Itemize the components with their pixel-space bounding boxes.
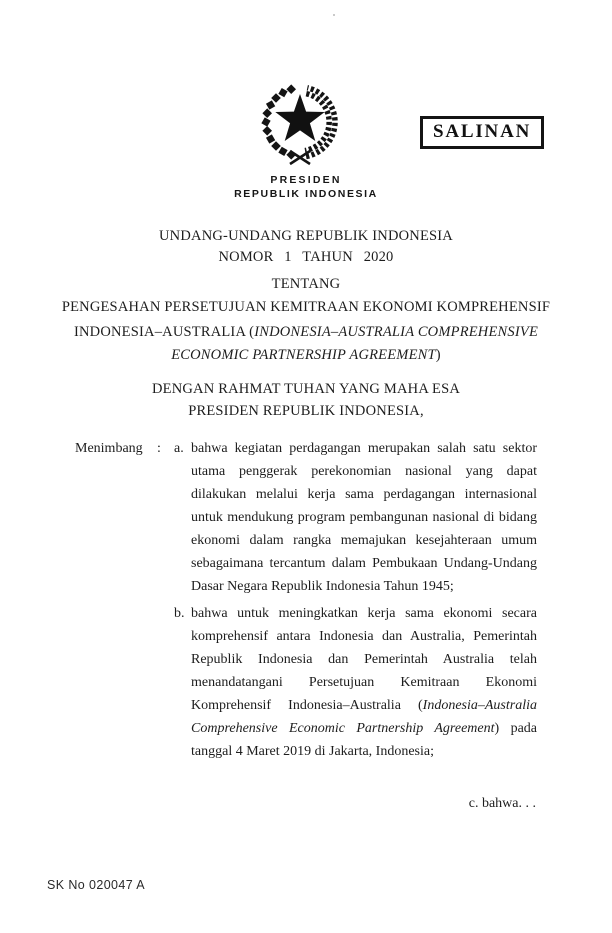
law-title: UNDANG-UNDANG REPUBLIK INDONESIA — [159, 228, 453, 244]
tentang-label: TENTANG — [271, 276, 341, 292]
presidential-emblem-icon — [253, 82, 347, 168]
item-a-text: bahwa kegiatan perdagangan merupakan salah satu sektor utama penggerak perekonomian nasional yang dapat dilakukan melalui kerja sama perdagangan internasional untuk mendukung program pembangunan nasional di bidang ekonomi dalam rangka memajukan kesejahteraan umum sebagaimana tercantum dalam Pembukaan Undang-Undang Dasar Negara Republik Indonesia Tahun 1945; — [191, 441, 537, 594]
menimbang-colon: : — [157, 441, 161, 456]
law-number: NOMOR 1 TAHUN 2020 — [218, 249, 394, 265]
preamble-rahmat: DENGAN RAHMAT TUHAN YANG MAHA ESA — [151, 381, 461, 397]
item-b-text — [191, 602, 537, 763]
subject-line1: PENGESAHAN PERSETUJUAN KEMITRAAN EKONOMI KOMPREHENSIF — [61, 299, 551, 315]
item-b-text-before: bahwa untuk meningkatkan kerja sama ekonomi secara komprehensif antara Indonesia dan Australia, Pemerintah Republik Indonesia dan Pemerintah Australia telah menandatangani Persetujuan Kemitraan Ekonomi Komprehensif Indonesia–Australia ( — [191, 606, 537, 713]
preamble-presiden: PRESIDEN REPUBLIK INDONESIA, — [188, 403, 424, 419]
considerations-list — [174, 437, 537, 763]
item-a-marker: a. — [174, 441, 184, 456]
considerations-section — [75, 437, 537, 763]
subject-line2 — [72, 321, 540, 366]
page-catchword: c. bahwa. . . — [468, 796, 536, 811]
subject-italic-title: INDONESIA–AUSTRALIA COMPREHENSIVE ECONOMIC PARTNERSHIP AGREEMENT — [171, 324, 539, 363]
menimbang-label: Menimbang — [75, 441, 143, 456]
letterhead — [0, 174, 612, 200]
subject-suffix: ) — [435, 346, 441, 363]
preamble — [0, 381, 612, 420]
subject-prefix: INDONESIA–AUSTRALIA ( — [73, 324, 255, 340]
item-b-text-italic: Indonesia–Australia Comprehensive Economic Partnership Agreement — [191, 698, 537, 736]
sk-number: SK No 020047 A — [47, 878, 146, 892]
item-b-text-after: ) pada tanggal 4 Maret 2019 di Jakarta, Indonesia; — [191, 721, 538, 759]
letterhead-presiden: PRESIDEN — [270, 174, 342, 186]
item-b-marker: b. — [174, 606, 185, 621]
salinan-stamp — [420, 116, 544, 149]
title-block — [0, 228, 612, 366]
letterhead-republik-indonesia: REPUBLIK INDONESIA — [234, 188, 378, 200]
consideration-item-a — [174, 437, 537, 598]
scan-artifact-dot — [333, 14, 335, 16]
salinan-label: SALINAN — [433, 121, 532, 142]
consideration-item-b — [174, 602, 537, 763]
